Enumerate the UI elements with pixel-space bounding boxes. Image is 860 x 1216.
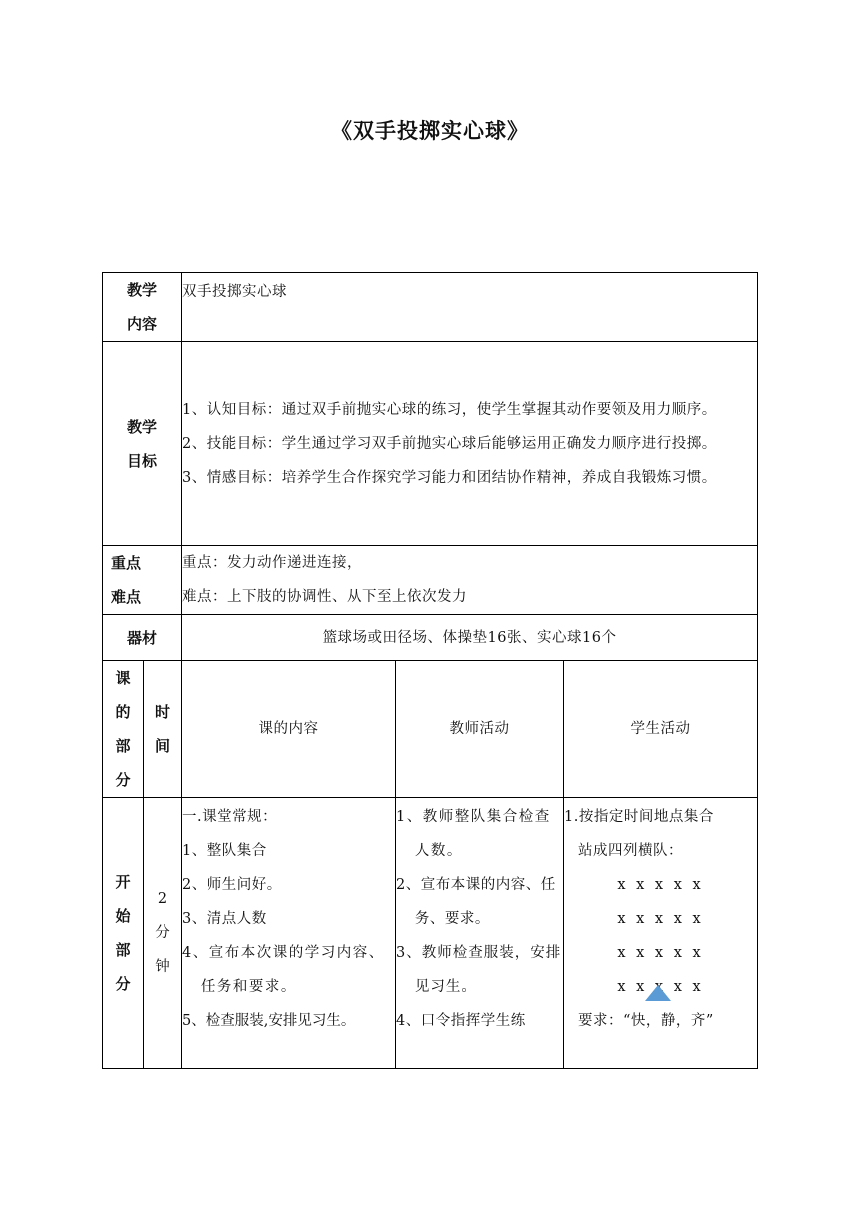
formation-row: x x x x x bbox=[617, 945, 704, 961]
content-label: 教学 内容 bbox=[103, 273, 182, 342]
equipment-value: 篮球场或田径场、体操垫16张、实心球16个 bbox=[182, 615, 758, 661]
objective-3: 3、情感目标：培养学生合作探究学习能力和团结协作精神，养成自我锻炼习惯。 bbox=[182, 469, 717, 486]
formation-row: x x x x x bbox=[617, 979, 704, 995]
objectives-value bbox=[182, 342, 758, 546]
section-header-row bbox=[103, 661, 758, 798]
objective-2: 2、技能目标：学生通过学习双手前抛实心球后能够运用正确发力顺序进行投掷。 bbox=[182, 435, 717, 452]
page-title: 《双手投掷实心球》 bbox=[331, 119, 529, 143]
content-value: 双手投掷实心球 bbox=[182, 273, 758, 342]
keypoints-label: 重点 难点 bbox=[103, 546, 182, 615]
formation-row: x x x x x bbox=[617, 877, 704, 893]
content-row bbox=[103, 273, 758, 342]
triangle-icon bbox=[645, 985, 671, 1001]
time-header: 时 间 bbox=[144, 661, 182, 798]
start-time: 2 分 钟 bbox=[144, 798, 182, 1069]
difficulty-point: 难点：上下肢的协调性、从下至上依次发力 bbox=[182, 589, 468, 605]
start-part-label: 开 始 部 分 bbox=[103, 798, 144, 1069]
start-student: 1.按指定时间地点集合 站成四列横队： x x x x x x x x x x x x x x x x x x x x 要求：“快，静，齐” bbox=[564, 798, 758, 1069]
start-content: 一.课堂常规： 1、整队集合 2、师生问好。 3、清点人数 4、宣布本次课的学习内容、任务和要求。 5、检查服装,安排见习生。 bbox=[182, 798, 396, 1069]
objective-1: 1、认知目标：通过双手前抛实心球的练习，使学生掌握其动作要领及用力顺序。 bbox=[182, 401, 717, 418]
equipment-label: 器材 bbox=[103, 615, 182, 661]
keypoints-value bbox=[182, 546, 758, 615]
content-header: 课的内容 bbox=[182, 661, 396, 798]
formation-row: x x x x x bbox=[617, 911, 704, 927]
part-header: 课 的 部 分 bbox=[103, 661, 144, 798]
student-header: 学生活动 bbox=[564, 661, 758, 798]
start-section-row bbox=[103, 798, 758, 1069]
equipment-row bbox=[103, 615, 758, 661]
key-point: 重点：发力动作递进连接， bbox=[182, 555, 363, 571]
teacher-header: 教师活动 bbox=[396, 661, 564, 798]
start-teacher: 1、教师整队集合检查人数。 2、宣布本课的内容、任务、要求。 3、教师检查服装，安排见习生。 4、口令指挥学生练 bbox=[396, 798, 564, 1069]
objectives-label: 教学 目标 bbox=[103, 342, 182, 546]
lesson-plan-table bbox=[102, 272, 758, 1069]
objectives-row bbox=[103, 342, 758, 546]
keypoints-row bbox=[103, 546, 758, 615]
